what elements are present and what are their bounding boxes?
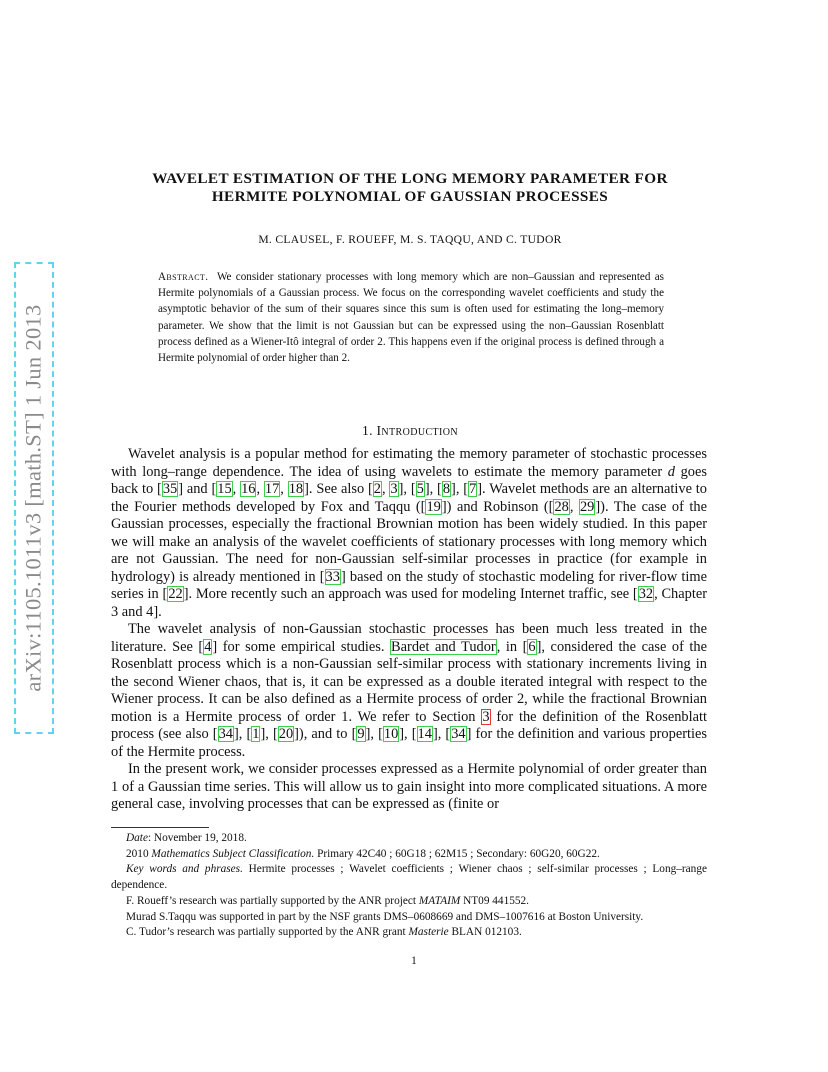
math-variable-d: d [667, 463, 675, 480]
footnote-value: : November 19, 2018. [147, 832, 247, 844]
footnote-prefix: 2010 [126, 847, 152, 860]
citation-link[interactable]: 14 [417, 726, 432, 742]
paragraph-3: In the present work, we consider processes expressed as a Hermite polynomial of order greater than 1 of a Gaussian time series. This will allow us to gain insight into more complicated situations. A more general case, involving processes that can be expressed as (finite or [111, 761, 707, 812]
text-run: ] based on the study of stochastic modeling for river-flow time series in [ [111, 568, 707, 602]
citation-link[interactable]: Bardet and Tudor [391, 638, 496, 655]
citation-link[interactable]: 20 [278, 726, 294, 742]
paragraph-1: Wavelet analysis is a popular method for estimating the memory parameter of stochastic processes with long–range dependence. The idea of using wavelets to estimate the memory parameter d goes back to [35] and [15, 16, 17, 18]. See also [2, 3], [5], [8], [7]. Wavelet methods are an alternative to the Fourier methods developed by Fox and Taqqu ([19]) and Robinson ([28, 29]). The case of the Gaussian processes, especially the fractional Brownian motion has been widely studied. In this paper we will make an analysis of the wavelet coefficients of stationary processes with long memory which are not Gaussian. The need for non-Gaussian self-similar processes in practice (for example in hydrology) is already mentioned in [33] based on the study of stochastic modeling for river-flow time series in [22]. More recently such an approach was used for modeling Internet traffic, see [32, Chapter 3 and 4]. [111, 446, 708, 620]
citation-link[interactable]: 8 [442, 481, 451, 497]
footnote-label: Mathematics Subject Classification. [151, 847, 315, 860]
citation-link[interactable]: 2 [373, 481, 381, 497]
text-run: ]. Wavelet methods are an alternative to the Fourier methods developed by Fox and Taqqu ([ [111, 481, 707, 515]
text-run: goes back to [ [111, 463, 707, 497]
text-run: ] and [ [178, 481, 217, 497]
footnote-tudor-funding [111, 925, 707, 941]
citation-link[interactable]: 16 [241, 481, 256, 497]
citation-link[interactable]: 4 [204, 638, 212, 655]
citation-link[interactable]: 28 [554, 498, 569, 515]
text-run: Wavelet analysis is a popular method for estimating the memory parameter of stochastic processes with long–range dependence. The idea of using wavelets to estimate the memory parameter [111, 446, 707, 480]
footnote-value: Primary 42C40 ; 60G18 ; 62M15 ; Secondary: 60G20, 60G22. [314, 847, 600, 860]
page-number: 1 [411, 955, 417, 967]
text-run: ]. More recently such an approach was used for modeling Internet traffic, see [ [183, 586, 638, 602]
section-reference-link[interactable]: 3 [482, 708, 490, 725]
author-list: M. CLAUSEL, F. ROUEFF, M. S. TAQQU, AND C. TUDOR [258, 233, 562, 246]
citation-link[interactable]: 35 [162, 481, 178, 497]
footnotes [111, 831, 707, 941]
text-run: ]), and to [ [294, 726, 357, 742]
citation-link[interactable]: 5 [416, 481, 424, 497]
abstract [158, 269, 664, 366]
footnote-msc [111, 847, 707, 863]
citation-link[interactable]: 34 [218, 726, 233, 742]
footnote-divider [111, 827, 209, 828]
footnote-taqqu-funding: Murad S.Taqqu was supported in part by the NSF grants DMS–0608669 and DMS–1007616 at Boston University. [126, 910, 644, 923]
text-run: ] for some empirical studies. [212, 638, 391, 655]
abstract-label: Abstract. [158, 271, 209, 283]
text-run: , Chapter 3 and 4]. [111, 586, 708, 620]
text-run: ], considered the case of the Rosenblatt process which is a non-Gaussian self-similar process with stationary increments living in the second Wiener chaos, that is, it can be expressed as a double iterated integral with respect to the Wiener process. It can be also defined as a Hermite process of order 2, while the fractional Brownian motion is a Hermite process of order 1. We refer to Section [111, 638, 708, 725]
citation-link[interactable]: 10 [383, 726, 399, 742]
footnote-text: F. Roueff’s research was partially supported by the ANR project [126, 894, 419, 907]
paper-title-line-1: WAVELET ESTIMATION OF THE LONG MEMORY PARAMETER FOR [152, 170, 668, 187]
citation-link[interactable]: 33 [325, 568, 340, 585]
text-run: ]) and Robinson ([ [441, 498, 554, 515]
footnote-value: Hermite processes ; Wavelet coefficients ; Wiener chaos ; self-similar processes ; Long–range dependence. [111, 863, 707, 892]
text-run: , in [ [496, 638, 528, 655]
citation-link[interactable]: 9 [357, 726, 365, 742]
footnote-text: BLAN 012103. [448, 926, 522, 939]
project-name: Masterie [408, 926, 449, 939]
citation-link[interactable]: 18 [288, 481, 304, 497]
citation-link[interactable]: 29 [579, 498, 595, 515]
section-number: 1. [361, 423, 373, 438]
paper-title-line-2: HERMITE POLYNOMIAL OF GAUSSIAN PROCESSES [211, 188, 609, 205]
citation-link[interactable]: 1 [252, 726, 260, 742]
citation-link[interactable]: 3 [390, 481, 398, 497]
arxiv-identifier-stamp[interactable] [14, 262, 54, 734]
body-text [111, 446, 707, 814]
footnote-roueff-funding [111, 894, 707, 910]
footnote-label: Key words and phrases. [126, 863, 243, 876]
citation-link[interactable]: 7 [469, 481, 477, 497]
text-run: The wavelet analysis of non-Gaussian stochastic processes has been much less treated in the literature. See [ [111, 621, 707, 655]
citation-link[interactable]: 6 [528, 638, 536, 655]
citation-link[interactable]: 17 [264, 481, 280, 497]
abstract-text: We consider stationary processes with long memory which are non–Gaussian and represented as Hermite polynomials of a Gaussian process. We focus on the corresponding wavelet coefficients and study the asymptotic behavior of the sum of their squares since this sum is often used for estimating the long–memory parameter. We show that the limit is not Gaussian but can be expressed using the non–Gaussian Rosenblatt process defined as a Wiener-Itô integral of order 2. This happens even if the original process is defined through a Hermite polynomial of order higher than 2. [158, 271, 664, 365]
citation-link[interactable]: 34 [451, 726, 466, 742]
footnote-keywords [111, 862, 707, 893]
section-heading [100, 423, 720, 439]
paper-title [100, 170, 720, 206]
citation-link[interactable]: 22 [168, 586, 183, 602]
footnote-date [111, 831, 707, 847]
project-name: MATAIM [418, 894, 461, 907]
arxiv-identifier-text: arXiv:1105.1011v3 [math.ST] 1 Jun 2013 [21, 304, 47, 692]
footnote-label: Date [126, 832, 148, 844]
paragraph-2: The wavelet analysis of non-Gaussian stochastic processes has been much less treated in the literature. See [4] for some empirical studies. Bardet and Tudor, in [6], considered the case of the Rosenblatt process which is a non-Gaussian self-similar process with stationary increments living in the second Wiener chaos, that is, it can be expressed as a double iterated integral with respect to the Wiener process. It can be also defined as a Hermite process of order 2, while the fractional Brownian motion is a Hermite process of order 1. We refer to Section 3 for the definition of the Rosenblatt process (see also [34], [1], [20]), and to [9], [10], [14], [34] for the definition and various properties of the Hermite process. [111, 621, 708, 760]
section-title: Introduction [376, 423, 459, 438]
text-run: ]). The case of the Gaussian processes, especially the fractional Brownian motion has been widely studied. In this paper we will make an analysis of the wavelet coefficients of stationary processes with long memory which are not Gaussian. The need for non-Gaussian self-similar processes in practice (for example in hydrology) is already mentioned in [ [111, 498, 707, 585]
text-run: for the definition of the Rosenblatt process (see also [ [111, 708, 707, 742]
citation-link[interactable]: 19 [426, 498, 441, 515]
footnote-text: NT09 441552. [460, 894, 530, 907]
citation-link[interactable]: 15 [217, 481, 232, 497]
footnote-text: C. Tudor’s research was partially supported by the ANR grant [126, 926, 409, 939]
citation-link[interactable]: 32 [638, 586, 654, 602]
text-run: ] for the definition and various properties of the Hermite process. [111, 726, 707, 760]
text-run: ]. See also [ [304, 481, 373, 497]
